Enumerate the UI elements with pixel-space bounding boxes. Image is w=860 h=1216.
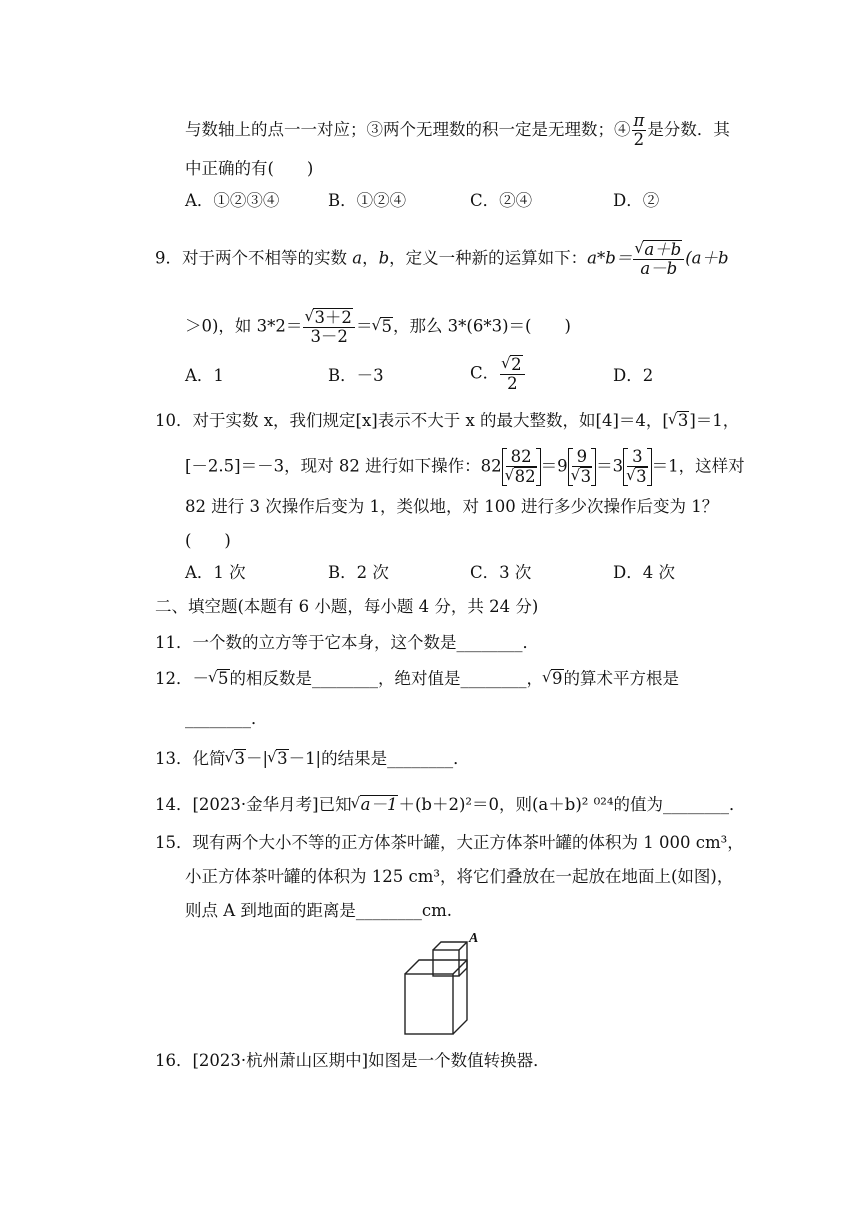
q15-line1: 15．现有两个大小不等的正方体茶叶罐，大正方体茶叶罐的体积为 1 000 cm³，: [155, 833, 744, 852]
q13: 13．化简√ 3－|√ 3－1|的结果是________．: [155, 748, 470, 770]
q12-line1: 12．－√ 5的相反数是________，绝对值是________，√ 9的算术平方根是: [155, 668, 679, 690]
section-heading: 二、填空题(本题有 6 小题，每小题 4 分，共 24 分): [155, 597, 539, 616]
q10-option-a: A．1 次: [185, 563, 246, 582]
var-a: a: [352, 248, 363, 268]
q9-line2: ＞0)，如 3*2＝ √ $\frac{3+2}{3-2}$ ＝√ 5，那么 3*(6*3)＝( ): [185, 308, 571, 346]
q16: 16．[2023·杭州萧山区期中]如图是一个数值转换器．: [155, 1051, 550, 1070]
q9-example-a: ＞0)，如 3*2＝: [185, 316, 303, 336]
q14: 14．[2023·金华月考]已知√ a－1＋(b＋2)²＝0，则(a＋b)² ⁰²⁴的值为________．: [155, 794, 745, 816]
q9-line1: [155, 240, 729, 278]
q10-line4: ( ): [185, 531, 231, 550]
floor-82: 82 √ 82: [502, 448, 541, 486]
q10-line3: 82 进行 3 次操作后变为 1，类似地，对 100 进行多少次操作后变为 1？: [185, 497, 719, 516]
q9-option-d: D．2: [613, 366, 654, 385]
floor-9: 9 √ 3: [568, 448, 597, 486]
q9-op: a*b＝: [587, 248, 633, 268]
floor-3: 3 √ 3: [623, 448, 652, 486]
q8-option-b: B．①②④: [328, 191, 407, 210]
q10-option-d: D．4 次: [613, 563, 675, 582]
q11: 11．一个数的立方等于它本身，这个数是________．: [155, 633, 539, 652]
q9-example-b: ，那么 3*(6*3)＝( ): [392, 316, 571, 336]
q10-line2: [－2.5]＝－3，现对 82 进行如下操作：82 82 √ 82 ＝9 9 √ 3 ＝3 3 √ 3 ＝1，这样对: [185, 448, 745, 486]
q8-option-a: A．①②③④: [185, 191, 280, 210]
q8-text-a: 与数轴上的点一一对应；③两个无理数的积一定是无理数；④: [185, 120, 631, 139]
q9-text-a: 9．对于两个不相等的实数: [155, 248, 347, 268]
q10-line1: 10．对于实数 x，我们规定[x]表示不大于 x 的最大整数，如[4]＝4，[√ 3]＝1，: [155, 410, 739, 432]
q8-line2: 中正确的有( ): [185, 159, 314, 178]
q8-option-c: C．②④: [470, 191, 533, 210]
sqrt-5: √ 5: [380, 317, 393, 336]
q9-option-b: B．－3: [328, 366, 384, 385]
q10-option-c: C．3 次: [470, 563, 532, 582]
q9-def-fraction: √ $\frac{a+b}{a-b}$: [633, 240, 684, 278]
stacked-cubes-figure: [395, 928, 495, 1038]
q9-option-c: C． √ $\frac{2}{2}$: [470, 355, 526, 393]
point-a-label: A: [469, 931, 479, 946]
q9-option-a: A．1: [185, 366, 224, 385]
q10-option-b: B．2 次: [328, 563, 389, 582]
q8-line1: [185, 112, 730, 149]
pi-over-2: $\frac{\pi}{2}$: [633, 111, 645, 149]
comma: ，: [362, 248, 379, 268]
q9-condition: (a＋b: [685, 248, 729, 268]
sqrt-a-plus-b: √ a＋b: [643, 240, 682, 259]
q9-example-fraction: √ $\frac{3+2}{3-2}$: [303, 308, 355, 346]
sqrt2-over-2: √ $\frac{2}{2}$: [500, 355, 525, 393]
q8-text-b: 是分数．其: [647, 120, 730, 139]
q12-line2: ________．: [185, 709, 268, 728]
q8-option-d: D．②: [613, 191, 660, 210]
q15-line3: 则点 A 到地面的距离是________cm.: [185, 901, 453, 920]
q9-text-b: ，定义一种新的运算如下：: [389, 248, 588, 268]
q15-line2: 小正方体茶叶罐的体积为 125 cm³，将它们叠放在一起放在地面上(如图)，: [185, 867, 734, 886]
var-b: b: [378, 248, 390, 268]
